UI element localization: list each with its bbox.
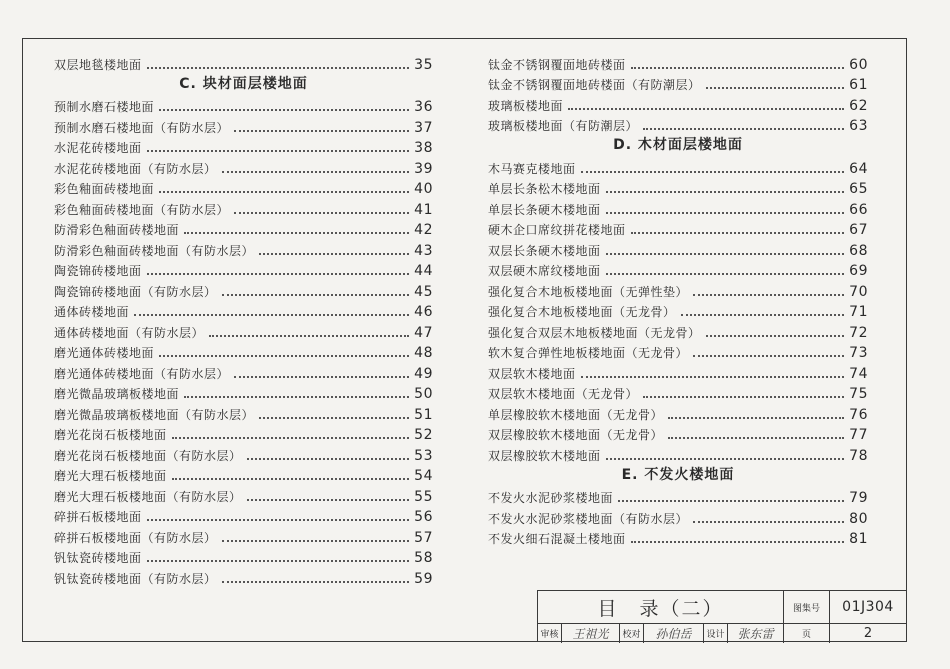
toc-entry-page: 50 (414, 386, 433, 402)
dot-leader (172, 437, 410, 439)
toc-entry-page: 60 (849, 56, 868, 73)
toc-entry[interactable] (488, 423, 868, 444)
toc-entry[interactable] (488, 320, 868, 341)
toc-entry-page: 67 (849, 222, 868, 238)
toc-entry-page: 37 (414, 119, 433, 136)
toc-entry-title: 玻璃板楼地面 (488, 98, 564, 113)
toc-entry-title: 木马赛克楼地面 (488, 161, 576, 176)
toc-entry-title: 单层橡胶软木楼地面（无龙骨） (488, 407, 664, 422)
toc-entry[interactable] (488, 341, 868, 362)
toc-entry[interactable] (488, 73, 868, 94)
toc-entry[interactable] (488, 52, 868, 73)
toc-entry-page: 48 (414, 345, 433, 361)
dot-leader (668, 417, 844, 419)
dot-leader (147, 273, 410, 275)
toc-entry-page: 76 (849, 406, 868, 423)
toc-entry-page: 72 (849, 324, 868, 341)
toc-entry-title: 水泥花砖楼地面 (54, 141, 142, 155)
toc-entry-page: 52 (414, 427, 433, 443)
toc-entry-page: 64 (849, 160, 868, 177)
toc-entry-title: 钛金不锈钢覆面地砖楼面 (488, 57, 626, 72)
toc-entry-page: 75 (849, 386, 868, 402)
toc-entry-title: 钛金不锈钢覆面地砖楼面（有防潮层） (488, 78, 701, 92)
dot-leader (606, 458, 845, 460)
toc-entry-title: 磨光花岗石板楼地面（有防水层） (54, 448, 242, 463)
dot-leader (222, 540, 410, 542)
toc-entry[interactable] (488, 156, 868, 177)
toc-entry[interactable] (54, 259, 433, 280)
toc-entry-title: 磨光大理石板楼地面（有防水层） (54, 489, 242, 504)
dot-leader (222, 581, 410, 583)
toc-entry-title: 陶瓷锦砖楼地面（有防水层） (54, 284, 217, 299)
toc-entry-page: 65 (849, 181, 868, 197)
toc-entry[interactable] (54, 382, 433, 403)
title-block (537, 590, 907, 642)
toc-entry[interactable] (54, 566, 433, 587)
toc-entry[interactable] (54, 361, 433, 382)
toc-entry-title: 软木复合弹性地板楼地面（无龙骨） (488, 346, 689, 360)
toc-entry-page: 79 (849, 490, 868, 506)
dot-leader (568, 108, 844, 110)
dot-leader (681, 314, 845, 316)
toc-entry[interactable] (54, 115, 433, 136)
dot-leader (693, 521, 844, 523)
dot-leader (234, 376, 409, 378)
toc-entry[interactable] (54, 238, 433, 259)
toc-entry-title: 钒钛瓷砖楼地面 (54, 551, 142, 565)
toc-entry-page: 61 (849, 77, 868, 93)
toc-entry[interactable] (488, 300, 868, 321)
toc-entry-title: 双层硬木席纹楼地面 (488, 264, 601, 278)
toc-entry-page: 51 (414, 406, 433, 423)
dot-leader (184, 232, 409, 234)
toc-entry-page: 35 (414, 56, 433, 73)
dot-leader (247, 458, 410, 460)
toc-entry-page: 78 (849, 447, 868, 464)
toc-entry[interactable] (54, 300, 433, 321)
toc-entry-page: 63 (849, 118, 868, 134)
atlas-number: 01J304 (842, 599, 894, 615)
toc-entry-page: 53 (414, 447, 433, 464)
toc-entry-page: 49 (414, 365, 433, 382)
toc-right-column (488, 52, 868, 547)
dot-leader (606, 253, 845, 255)
atlas-number-label: 图集号 (784, 591, 830, 623)
toc-entry-title: 碎拼石板楼地面（有防水层） (54, 530, 217, 545)
check-signature: 孙伯岳 (644, 624, 704, 643)
toc-entry-title: 预制水磨石楼地面 (54, 100, 155, 114)
toc-entry-page: 70 (849, 283, 868, 300)
toc-entry-title: 强化复合双层木地板楼地面（无龙骨） (488, 325, 701, 340)
toc-entry[interactable] (54, 279, 433, 300)
dot-leader (234, 212, 409, 214)
toc-entry[interactable] (54, 423, 433, 444)
dot-leader (222, 294, 410, 296)
toc-entry-title: 不发火细石混凝土楼地面 (488, 532, 626, 546)
toc-entry[interactable] (54, 443, 433, 464)
toc-entry[interactable] (54, 505, 433, 526)
toc-entry[interactable] (54, 156, 433, 177)
toc-entry[interactable] (488, 279, 868, 300)
toc-entry-title: 单层长条硬木楼地面 (488, 202, 601, 217)
dot-leader (209, 335, 409, 337)
toc-entry-page: 77 (849, 427, 868, 443)
dot-leader (247, 499, 410, 501)
toc-entry[interactable] (54, 197, 433, 218)
toc-entry-title: 防滑彩色釉面砖楼地面（有防水层） (54, 243, 255, 258)
toc-entry-title: 双层软木楼地面（无龙骨） (488, 387, 639, 401)
toc-entry[interactable] (488, 259, 868, 280)
toc-entry-page: 58 (414, 550, 433, 566)
toc-entry[interactable] (488, 527, 868, 548)
dot-leader (259, 253, 409, 255)
toc-entry-page: 59 (414, 570, 433, 587)
toc-entry[interactable] (54, 402, 433, 423)
toc-entry-title: 不发火水泥砂浆楼地面（有防水层） (488, 511, 689, 526)
toc-entry-title: 双层长条硬木楼地面 (488, 243, 601, 258)
toc-entry-page: 41 (414, 201, 433, 218)
toc-entry-page: 68 (849, 242, 868, 259)
toc-entry[interactable] (488, 402, 868, 423)
toc-entry-page: 81 (849, 531, 868, 547)
toc-entry-title: 防滑彩色釉面砖楼地面 (54, 223, 180, 237)
page-label: 页 (784, 624, 830, 643)
page-number: 2 (863, 626, 873, 641)
toc-entry[interactable] (54, 484, 433, 505)
toc-entry-page: 46 (414, 304, 433, 320)
toc-entry[interactable] (54, 52, 433, 73)
toc-entry-title: 双层橡胶软木楼地面（无龙骨） (488, 428, 664, 442)
dot-leader (606, 273, 845, 275)
toc-entry[interactable] (488, 218, 868, 239)
dot-leader (581, 376, 845, 378)
toc-entry-page: 39 (414, 160, 433, 177)
toc-entry[interactable] (54, 546, 433, 567)
toc-entry[interactable] (54, 95, 433, 116)
section-heading: C. 块材面层楼地面 (179, 75, 308, 92)
toc-entry-title: 磨光花岗石板楼地面 (54, 428, 167, 442)
toc-entry-title: 磨光微晶玻璃板楼地面 (54, 387, 180, 401)
toc-entry-title: 强化复合木地板楼地面（无弹性垫） (488, 284, 689, 299)
section-heading: D. 木材面层楼地面 (613, 137, 743, 153)
dot-leader (668, 437, 844, 439)
toc-entry[interactable] (54, 218, 433, 239)
dot-leader (147, 67, 410, 69)
toc-entry-page: 69 (849, 263, 868, 279)
dot-leader (147, 150, 410, 152)
toc-entry-title: 磨光大理石板楼地面 (54, 469, 167, 483)
toc-entry-title: 单层长条松木楼地面 (488, 182, 601, 196)
toc-entry-page: 55 (414, 488, 433, 505)
dot-leader (172, 478, 410, 480)
toc-entry[interactable] (488, 506, 868, 527)
dot-leader (222, 171, 410, 173)
toc-entry[interactable] (54, 136, 433, 157)
toc-entry[interactable] (488, 93, 868, 114)
toc-entry-title: 碎拼石板楼地面 (54, 510, 142, 524)
toc-entry[interactable] (54, 525, 433, 546)
dot-leader (147, 519, 410, 521)
toc-entry[interactable] (488, 443, 868, 464)
toc-entry[interactable] (488, 361, 868, 382)
toc-entry[interactable] (54, 320, 433, 341)
toc-left-column (54, 52, 433, 587)
dot-leader (184, 396, 409, 398)
design-label: 设计 (704, 624, 728, 643)
toc-entry-title: 双层地毯楼地面 (54, 57, 142, 72)
toc-entry-title: 双层橡胶软木楼地面 (488, 448, 601, 463)
toc-entry-title: 通体砖楼地面 (54, 305, 130, 319)
dot-leader (159, 109, 409, 111)
dot-leader (643, 128, 844, 130)
section-heading: E. 不发火楼地面 (621, 466, 735, 483)
dot-leader (631, 67, 845, 69)
toc-entry-title: 彩色釉面砖楼地面 (54, 182, 155, 196)
toc-entry-title: 不发火水泥砂浆楼地面 (488, 491, 614, 505)
toc-entry-page: 74 (849, 365, 868, 382)
dot-leader (631, 541, 845, 543)
dot-leader (134, 314, 409, 316)
toc-entry[interactable] (488, 197, 868, 218)
dot-leader (706, 335, 845, 337)
document-title: 目 录（二） (538, 591, 784, 623)
toc-entry-page: 47 (414, 324, 433, 341)
dot-leader (618, 500, 844, 502)
toc-entry-page: 40 (414, 181, 433, 197)
dot-leader (606, 191, 845, 193)
toc-entry-title: 强化复合木地板楼地面（无龙骨） (488, 305, 676, 319)
toc-entry-page: 62 (849, 97, 868, 114)
toc-entry[interactable] (488, 177, 868, 198)
toc-entry-page: 73 (849, 345, 868, 361)
toc-entry-title: 水泥花砖楼地面（有防水层） (54, 161, 217, 176)
toc-entry-title: 玻璃板楼地面（有防潮层） (488, 119, 639, 133)
toc-entry-page: 43 (414, 242, 433, 259)
dot-leader (693, 294, 844, 296)
dot-leader (259, 417, 409, 419)
dot-leader (581, 171, 845, 173)
dot-leader (234, 130, 409, 132)
toc-entry-title: 钒钛瓷砖楼地面（有防水层） (54, 571, 217, 586)
dot-leader (643, 396, 844, 398)
toc-entry-page: 42 (414, 222, 433, 238)
toc-entry-page: 57 (414, 529, 433, 546)
toc-entry-title: 磨光通体砖楼地面 (54, 346, 155, 360)
toc-entry[interactable] (488, 486, 868, 507)
check-label: 校对 (620, 624, 644, 643)
toc-entry-title: 预制水磨石楼地面（有防水层） (54, 120, 230, 135)
review-label: 审核 (538, 624, 562, 643)
dot-leader (159, 355, 409, 357)
toc-entry-title: 陶瓷锦砖楼地面 (54, 264, 142, 278)
dot-leader (606, 212, 845, 214)
toc-entry-page: 45 (414, 283, 433, 300)
toc-entry[interactable] (488, 382, 868, 403)
dot-leader (147, 560, 410, 562)
toc-entry-title: 通体砖楼地面（有防水层） (54, 325, 205, 340)
toc-entry-page: 54 (414, 468, 433, 484)
dot-leader (706, 87, 845, 89)
toc-entry-page: 36 (414, 99, 433, 115)
toc-entry-page: 80 (849, 510, 868, 527)
toc-entry[interactable] (54, 177, 433, 198)
design-signature: 张东雷 (728, 624, 784, 643)
toc-entry[interactable] (54, 341, 433, 362)
toc-entry-title: 彩色釉面砖楼地面（有防水层） (54, 202, 230, 217)
toc-entry-title: 磨光通体砖楼地面（有防水层） (54, 366, 230, 381)
toc-entry-title: 硬木企口席纹拼花楼地面 (488, 223, 626, 237)
toc-entry-page: 71 (849, 304, 868, 320)
toc-entry-page: 66 (849, 201, 868, 218)
toc-entry-page: 44 (414, 263, 433, 279)
toc-entry[interactable] (488, 238, 868, 259)
review-signature: 王祖光 (562, 624, 620, 643)
dot-leader (693, 355, 844, 357)
toc-entry-page: 38 (414, 140, 433, 156)
toc-entry-title: 双层软木楼地面 (488, 366, 576, 381)
toc-entry[interactable] (488, 114, 868, 135)
toc-entry[interactable] (54, 464, 433, 485)
toc-entry-page: 56 (414, 509, 433, 525)
dot-leader (159, 191, 409, 193)
dot-leader (631, 232, 845, 234)
toc-entry-title: 磨光微晶玻璃板楼地面（有防水层） (54, 407, 255, 422)
